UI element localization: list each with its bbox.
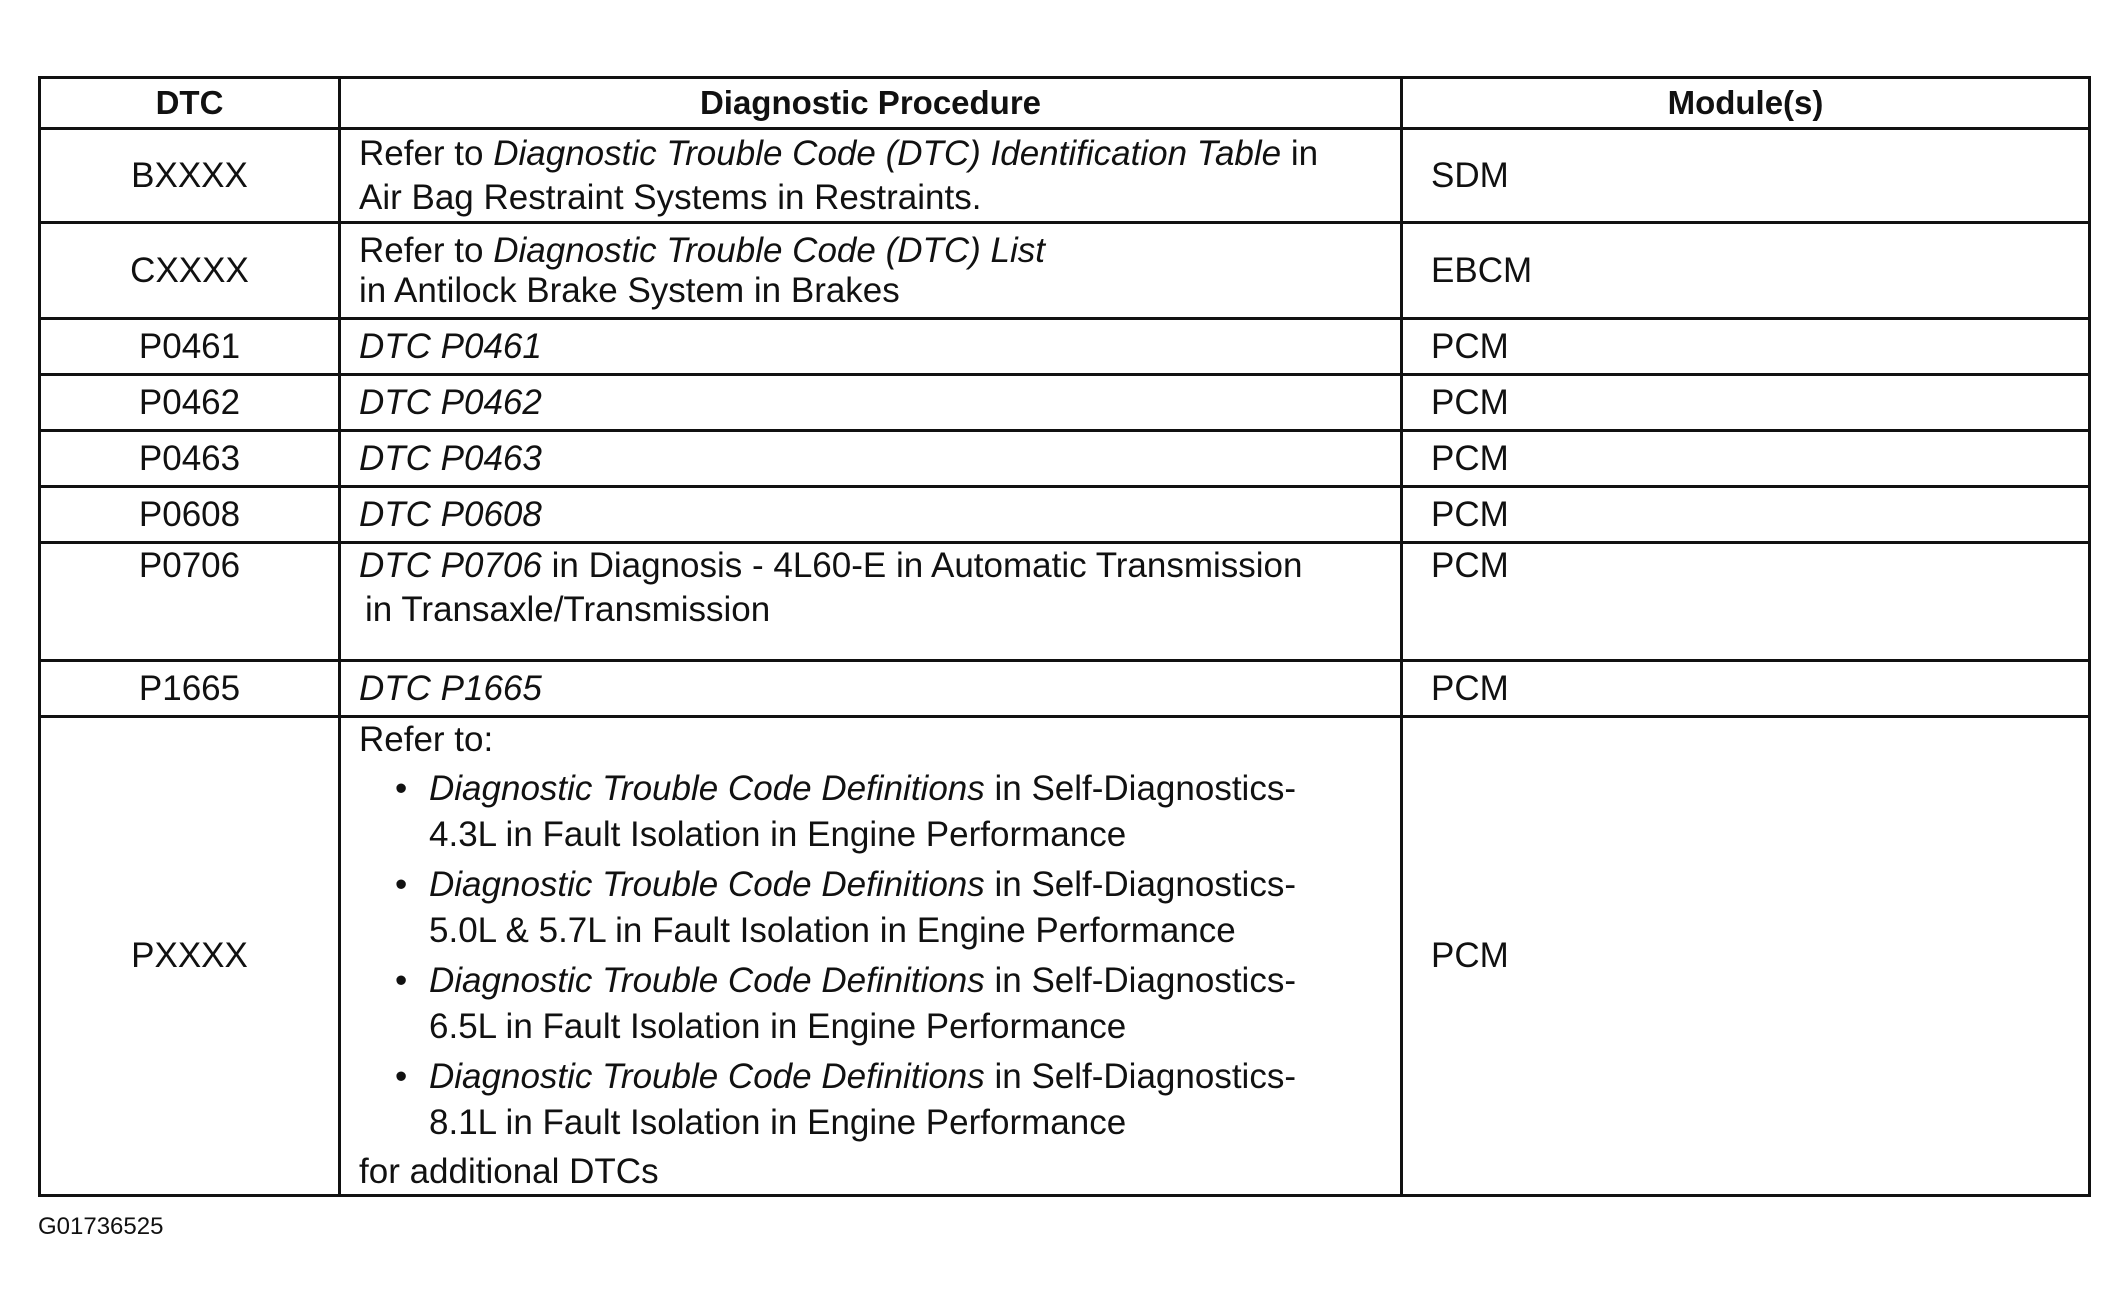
bullet-icon: • [395, 865, 408, 904]
procedure-cell [340, 375, 1402, 431]
procedure-link-text: DTC P0463 [359, 438, 542, 478]
module-cell: SDM [1402, 129, 2090, 223]
procedure-cell [340, 487, 1402, 543]
procedure-line: 4.3L in Fault Isolation in Engine Performance [429, 815, 1127, 854]
procedure-text: Refer to [359, 230, 494, 270]
procedure-line: in Transaxle/Transmission [365, 590, 771, 629]
module-cell: PCM [1402, 661, 2090, 717]
procedure-link-text: DTC P0706 [359, 546, 542, 585]
procedure-cell [340, 129, 1402, 223]
bullet-icon: • [395, 961, 408, 1000]
procedure-line: in Antilock Brake System in Brakes [359, 270, 900, 310]
table-row [40, 223, 2090, 319]
header-row [40, 78, 2090, 129]
procedure-text: in Self-Diagnostics- [984, 1057, 1296, 1096]
procedure-cell [340, 661, 1402, 717]
dtc-cell: CXXXX [40, 223, 340, 319]
procedure-link-text: DTC P1665 [359, 668, 542, 708]
procedure-line: for additional DTCs [359, 1152, 659, 1191]
procedure-text: in Self-Diagnostics- [984, 865, 1296, 904]
procedure-link-text: Diagnostic Trouble Code Definitions [429, 769, 985, 808]
procedure-text: in Self-Diagnostics- [984, 961, 1296, 1000]
table-row [40, 661, 2090, 717]
procedure-cell [340, 319, 1402, 375]
header-dtc: DTC [40, 78, 340, 129]
dtc-cell: BXXXX [40, 129, 340, 223]
dtc-cell: P0608 [40, 487, 340, 543]
dtc-cell: P0462 [40, 375, 340, 431]
module-cell: PCM [1402, 717, 2090, 1196]
dtc-cell: P0706 [40, 543, 340, 661]
procedure-link-text: Diagnostic Trouble Code (DTC) List [493, 230, 1045, 270]
bullet-icon: • [395, 1057, 408, 1096]
procedure-link-text: Diagnostic Trouble Code (DTC) Identification Table [493, 133, 1282, 173]
procedure-line: 6.5L in Fault Isolation in Engine Performance [429, 1007, 1127, 1046]
table-row [40, 543, 2090, 661]
table-row [40, 717, 2090, 1196]
procedure-link-text: Diagnostic Trouble Code Definitions [429, 865, 985, 904]
table-row [40, 129, 2090, 223]
procedure-text: in Diagnosis - 4L60-E in Automatic Transmission [541, 546, 1303, 585]
bullet-icon: • [395, 769, 408, 808]
figure-id-label: G01736525 [38, 1213, 164, 1240]
procedure-cell [340, 431, 1402, 487]
procedure-line: Refer to: [359, 720, 494, 759]
module-cell: PCM [1402, 431, 2090, 487]
list-item [395, 766, 1388, 858]
module-cell: PCM [1402, 543, 2090, 661]
table-row [40, 375, 2090, 431]
procedure-link-text: DTC P0461 [359, 326, 542, 366]
module-cell: PCM [1402, 487, 2090, 543]
procedure-line: 5.0L & 5.7L in Fault Isolation in Engine Performance [429, 911, 1236, 950]
procedure-cell [340, 543, 1402, 661]
list-item [395, 862, 1388, 954]
dtc-cell: PXXXX [40, 717, 340, 1196]
procedure-cell [340, 717, 1402, 1196]
procedure-line [359, 231, 1388, 271]
procedure-bullet-list [359, 766, 1388, 1146]
procedure-link-text: DTC P0608 [359, 494, 542, 534]
list-item [395, 1054, 1388, 1146]
list-item [395, 958, 1388, 1050]
procedure-text: Refer to [359, 133, 494, 173]
dtc-table [38, 76, 2091, 1197]
dtc-cell: P0461 [40, 319, 340, 375]
header-module: Module(s) [1402, 78, 2090, 129]
table-row [40, 431, 2090, 487]
procedure-link-text: DTC P0462 [359, 382, 542, 422]
module-cell: PCM [1402, 319, 2090, 375]
header-procedure: Diagnostic Procedure [340, 78, 1402, 129]
table-row [40, 319, 2090, 375]
procedure-cell [340, 223, 1402, 319]
procedure-line: 8.1L in Fault Isolation in Engine Performance [429, 1103, 1127, 1142]
procedure-link-text: Diagnostic Trouble Code Definitions [429, 961, 985, 1000]
dtc-cell: P0463 [40, 431, 340, 487]
procedure-line: Air Bag Restraint Systems in Restraints. [359, 177, 982, 217]
procedure-line [359, 544, 1388, 588]
module-cell: PCM [1402, 375, 2090, 431]
procedure-line [359, 132, 1388, 176]
procedure-text: in [1281, 133, 1319, 173]
module-cell: EBCM [1402, 223, 2090, 319]
dtc-cell: P1665 [40, 661, 340, 717]
procedure-link-text: Diagnostic Trouble Code Definitions [429, 1057, 985, 1096]
table-row [40, 487, 2090, 543]
procedure-text: in Self-Diagnostics- [984, 769, 1296, 808]
